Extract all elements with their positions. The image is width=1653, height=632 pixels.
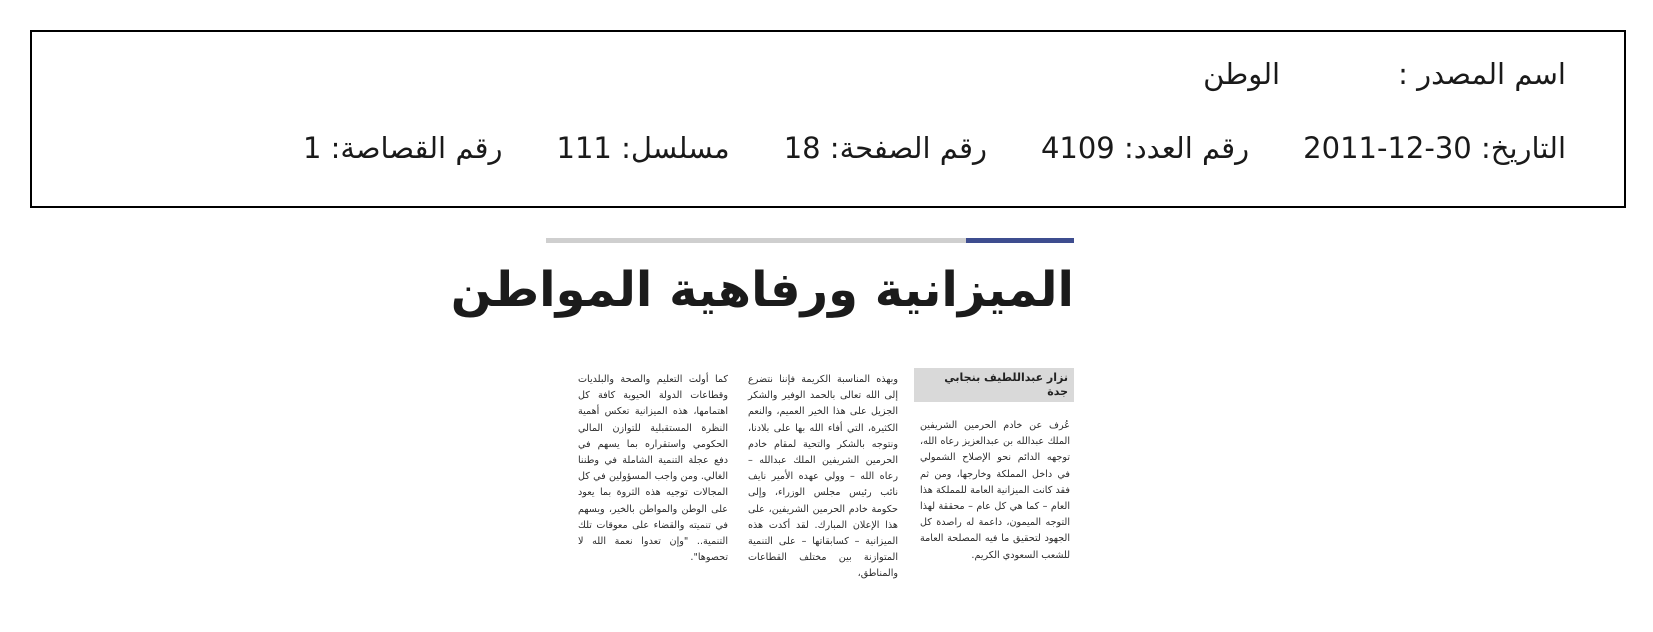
source-value: الوطن (1203, 57, 1281, 91)
newspaper-article (450, 238, 1074, 608)
details-line (302, 131, 1566, 165)
source-line (1203, 57, 1566, 91)
serial-field: مسلسل: 111 (556, 131, 730, 165)
byline-box (914, 368, 1074, 402)
column-text: عُرف عن خادم الحرمين الشريفين الملك عبدالله بن عبدالعزيز رعاه الله، توجهه الدائم نحو الإصلاح الشمولي في داخل المملكة وخارجها، ومن ثم فقد كانت الميزانية العامة للمملكة هذا العام – كما هي كل عام – محققة لهذا التوجه الميمون، داعمة له راصدة كل الجهود لتحقيق ما فيه المصلحة العامة للشعب السعودي الكريم. (920, 420, 1070, 561)
page-number-field: رقم الصفحة: 18 (783, 131, 987, 165)
clipping-metadata-box (30, 30, 1626, 208)
source-label: اسم المصدر : (1398, 57, 1566, 91)
clipping-number-field: رقم القصاصة: 1 (302, 131, 503, 165)
byline-author: نزار عبداللطيف بنجابي (944, 371, 1068, 384)
article-headline: الميزانية ورفاهية المواطن (450, 262, 1074, 318)
column-text: وبهذه المناسبة الكريمة فإننا نتضرع إلى الله تعالى بالحمد الوفير والشكر الجزيل على هذا الخير العميم، والنعم الكثيرة، التي أفاء الله بها على بلادنا، ونتوجه بالشكر والتحية لمقام خادم الحرمين الشريفين الملك عبدالله – رعاه الله – وولي عهده الأمير نايف نائب رئيس مجلس الوزراء، وإلى حكومة خادم الحرمين الشريفين، على هذا الإعلان المبارك. لقد أكدت هذه الميزانية – كسابقاتها – على التنمية المتوازنة بين مختلف القطاعات والمناطق، (748, 374, 898, 580)
article-column-2 (748, 372, 898, 583)
column-text: كما أولت التعليم والصحة والبلديات وقطاعات الدولة الحيوية كافة كل اهتمامها، هذه الميزانية تعكس أهمية النظرة المستقبلية للتوازن المالي الحكومي واستقراره بما يسهم في دفع عجلة التنمية الشاملة في وطننا الغالي. ومن واجب المسؤولين في كل المجالات توجيه هذه الثروة بما يعود على الوطن والمواطن بالخير، ويسهم في تنميته والقضاء على معوقات تلك التنمية.. "وإن تعدوا نعمة الله لا تحصوها". (578, 374, 728, 564)
date-field: التاريخ: 30-12-2011 (1303, 131, 1566, 165)
issue-number-field: رقم العدد: 4109 (1040, 131, 1250, 165)
article-column-3 (578, 372, 728, 566)
byline-city: جدة (1047, 385, 1068, 398)
top-rule-accent (966, 238, 1074, 243)
article-column-1 (920, 418, 1070, 564)
